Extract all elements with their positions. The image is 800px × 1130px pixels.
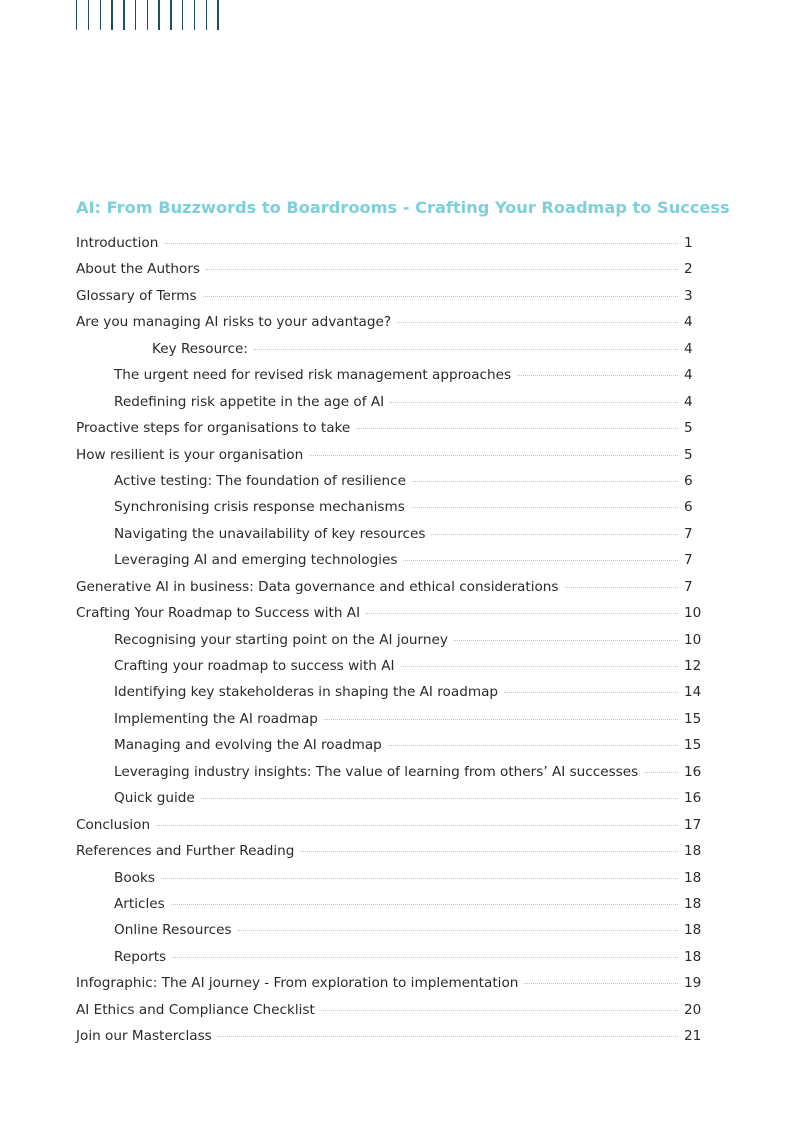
- toc-entry-page-number: 18: [684, 869, 702, 886]
- toc-entry-label: About the Authors: [76, 261, 200, 278]
- toc-entry-label: Crafting Your Roadmap to Success with AI: [76, 605, 361, 622]
- toc-entry-page-number: 1: [684, 235, 693, 251]
- toc-entry[interactable]: [76, 944, 702, 970]
- toc-entry-page-number: 15: [684, 710, 702, 727]
- dot-leader: [403, 559, 678, 561]
- dot-leader: [524, 982, 678, 984]
- toc-entry-page-number: 5: [684, 446, 693, 463]
- dot-leader: [164, 242, 678, 244]
- toc-entry[interactable]: [76, 283, 698, 309]
- toc-entry[interactable]: [76, 230, 698, 256]
- decorative-bar: [170, 0, 171, 30]
- toc-entry-label: Glossary of Terms: [76, 287, 197, 304]
- toc-entry-label: Leveraging AI and emerging technologies: [114, 552, 398, 569]
- toc-entry-page-number: 18: [684, 895, 702, 912]
- dot-leader: [254, 348, 678, 350]
- dot-leader: [366, 612, 678, 614]
- toc-entry-page-number: 18: [684, 922, 702, 939]
- dot-leader: [309, 454, 678, 456]
- toc-entry-label: Crafting your roadmap to success with AI: [114, 658, 395, 674]
- decorative-bar: [111, 0, 112, 30]
- toc-entry[interactable]: [76, 521, 698, 547]
- toc-entry-label: Redefining risk appetite in the age of AI: [114, 393, 385, 410]
- toc-entry-page-number: 16: [684, 763, 702, 780]
- toc-entry-label: Navigating the unavailability of key resources: [114, 525, 426, 542]
- dot-leader: [238, 929, 678, 931]
- toc-entry-label: Introduction: [76, 235, 159, 251]
- dot-leader: [201, 797, 678, 799]
- toc-entry-page-number: 4: [684, 367, 693, 384]
- dot-leader: [171, 903, 678, 905]
- toc-entry-page-number: 10: [684, 631, 702, 648]
- toc-entry[interactable]: [76, 415, 698, 441]
- toc-entry[interactable]: [76, 627, 702, 653]
- toc-entry[interactable]: [76, 547, 698, 573]
- toc-entry-label: Infographic: The AI journey - From exploration to implementation: [76, 975, 519, 992]
- dot-leader: [412, 480, 678, 482]
- decorative-bar: [88, 0, 89, 30]
- decorative-bar: [123, 0, 124, 30]
- toc-title: AI: From Buzzwords to Boardrooms - Crafting Your Roadmap to Success: [76, 198, 730, 217]
- toc-entry-label: Implementing the AI roadmap: [114, 710, 318, 727]
- dot-leader: [161, 877, 678, 879]
- toc-entry-label: AI Ethics and Compliance Checklist: [76, 1001, 315, 1018]
- toc-entry-page-number: 7: [684, 578, 693, 595]
- toc-entry-label: Online Resources: [114, 922, 232, 939]
- toc-entry-page-number: 4: [684, 393, 693, 410]
- dot-leader: [390, 401, 678, 403]
- dot-leader: [411, 506, 678, 508]
- dot-leader: [203, 295, 678, 297]
- toc-entry-label: The urgent need for revised risk management approaches: [114, 367, 512, 384]
- toc-entry[interactable]: [76, 256, 698, 282]
- toc-entry[interactable]: [76, 442, 698, 468]
- toc-entry[interactable]: [76, 997, 702, 1023]
- dot-leader: [454, 639, 678, 641]
- toc-entry[interactable]: [76, 812, 702, 838]
- dot-leader: [156, 824, 678, 826]
- decorative-bar: [76, 0, 77, 30]
- toc-entry[interactable]: [76, 917, 702, 943]
- dot-leader: [565, 586, 678, 588]
- toc-entry-page-number: 5: [684, 420, 693, 437]
- decorative-bar: [194, 0, 195, 30]
- toc-entry-page-number: 17: [684, 816, 702, 833]
- toc-entry-label: Identifying key stakeholderas in shaping the AI roadmap: [114, 684, 499, 701]
- toc-entry[interactable]: [76, 362, 698, 388]
- decorative-bar: [206, 0, 207, 30]
- toc-entry[interactable]: [76, 600, 702, 626]
- toc-entry-label: Generative AI in business: Data governance and ethical considerations: [76, 578, 559, 595]
- dot-leader: [431, 533, 678, 535]
- decorative-bar: [182, 0, 183, 30]
- toc-entry[interactable]: [76, 970, 702, 996]
- toc-entry-label: References and Further Reading: [76, 843, 295, 860]
- toc-entry[interactable]: [76, 336, 698, 362]
- toc-entry-page-number: 6: [684, 499, 693, 516]
- toc-entry[interactable]: [76, 679, 702, 705]
- toc-entry[interactable]: [76, 574, 698, 600]
- toc-entry-label: Articles: [114, 895, 165, 912]
- toc-entry[interactable]: [76, 706, 702, 732]
- toc-entry[interactable]: [76, 1023, 702, 1049]
- toc-entry-label: Are you managing AI risks to your advantage?: [76, 314, 392, 331]
- decorative-bars: [76, 0, 229, 30]
- toc-entry[interactable]: [76, 653, 702, 679]
- toc-entry[interactable]: [76, 389, 698, 415]
- toc-entry-page-number: 3: [684, 287, 693, 304]
- dot-leader: [206, 268, 678, 270]
- toc-entry-label: Quick guide: [114, 790, 195, 807]
- toc-entry-page-number: 12: [684, 658, 702, 674]
- toc-entry-label: Proactive steps for organisations to take: [76, 420, 351, 437]
- toc-entry-label: Reports: [114, 948, 167, 965]
- dot-leader: [517, 374, 678, 376]
- dot-leader: [504, 691, 678, 693]
- toc-entry-page-number: 18: [684, 948, 702, 965]
- toc-entry-page-number: 18: [684, 843, 702, 860]
- toc-entry[interactable]: [76, 838, 702, 864]
- toc-entry-page-number: 15: [684, 737, 702, 754]
- toc-entry[interactable]: [76, 865, 702, 891]
- toc-entry-label: Synchronising crisis response mechanisms: [114, 499, 405, 516]
- toc-entry-page-number: 4: [684, 340, 693, 357]
- toc-entry[interactable]: [76, 785, 702, 811]
- toc-entry-page-number: 7: [684, 552, 693, 569]
- decorative-bar: [217, 0, 218, 30]
- toc-entry-page-number: 20: [684, 1001, 702, 1018]
- toc-entry-label: Leveraging industry insights: The value of learning from others’ AI successes: [114, 763, 639, 780]
- toc-entry[interactable]: [76, 309, 698, 335]
- toc-entry-page-number: 7: [684, 525, 693, 542]
- dot-leader: [218, 1035, 678, 1037]
- toc-entry[interactable]: [76, 891, 702, 917]
- toc-entry[interactable]: [76, 732, 702, 758]
- decorative-bar: [147, 0, 148, 30]
- dot-leader: [300, 850, 678, 852]
- dot-leader: [388, 744, 678, 746]
- dot-leader: [321, 1009, 678, 1011]
- toc-entry-page-number: 10: [684, 605, 702, 622]
- dot-leader: [397, 321, 678, 323]
- toc-entry-page-number: 6: [684, 472, 693, 489]
- dot-leader: [644, 771, 678, 773]
- toc-entry-page-number: 16: [684, 790, 702, 807]
- toc-entry-page-number: 14: [684, 684, 702, 701]
- toc-entry-label: Key Resource:: [152, 340, 248, 357]
- toc-entry-label: How resilient is your organisation: [76, 446, 304, 463]
- toc-entry-label: Conclusion: [76, 816, 151, 833]
- toc-entry-label: Recognising your starting point on the AI journey: [114, 631, 448, 648]
- dot-leader: [401, 665, 678, 667]
- table-of-contents: [76, 230, 702, 1050]
- toc-entry-page-number: 2: [684, 261, 693, 278]
- toc-entry-label: Join our Masterclass: [76, 1028, 212, 1045]
- decorative-bar: [100, 0, 101, 30]
- toc-entry-label: Books: [114, 869, 155, 886]
- toc-entry-page-number: 4: [684, 314, 693, 331]
- decorative-bar: [135, 0, 136, 30]
- dot-leader: [172, 956, 678, 958]
- toc-entry[interactable]: [76, 468, 698, 494]
- toc-entry[interactable]: [76, 494, 698, 520]
- toc-entry-page-number: 21: [684, 1028, 702, 1045]
- dot-leader: [356, 427, 678, 429]
- toc-entry-label: Active testing: The foundation of resilience: [114, 472, 406, 489]
- decorative-bar: [158, 0, 159, 30]
- toc-entry-label: Managing and evolving the AI roadmap: [114, 737, 382, 754]
- toc-entry-page-number: 19: [684, 975, 702, 992]
- toc-entry[interactable]: [76, 759, 702, 785]
- dot-leader: [324, 718, 678, 720]
